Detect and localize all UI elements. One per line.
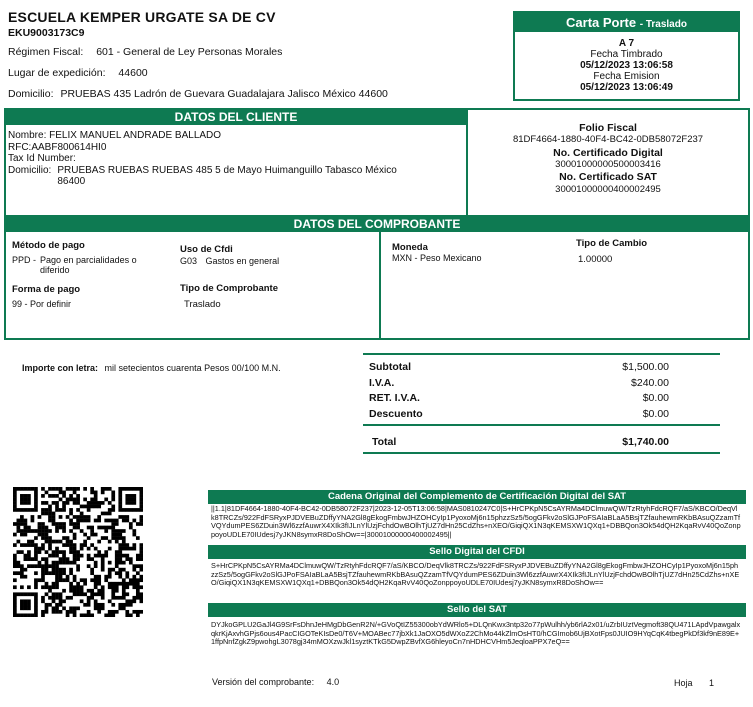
sello-cfdi-text: S+HrCPKpN5CsAYRMa4DClmuwQW/TzRtyhFdcRQF7/aS/KBCO/DeqVlk8TRCZs/922FdFSRyxPJDVEBuZDffyYNA2Gl8gEkogFmbwJHZOHCyIp1PyoxoMj6n15phzzSz5/5ogGFkv2oSlGJPoFSAIaBLaA5BsjTZfauhewmRKbBAsuQZzamTfVQYdumPES6ZDuin3Wl6zzfAuwrX4XIk3fIJLnYlUzjFchdOwBOlhTjUZ7dHn25CdZhs+nXEO/GiqiQX1N3qKEMSXW1QXq1+DBBQon3Ok54dQH2KqaRvV40QoZonppoyoUDLE70IUdesj7yJKN8symxR8DoShOw== [211, 562, 740, 588]
forma-label: Forma de pago [12, 284, 81, 295]
folio-fiscal: 81DF4664-1880-40F4-BC42-0DB58072F237 [512, 134, 704, 145]
sello-sat-text: DYJkoGPLU2GaJl4G9SrFsDhnJeHMgDbGenR2N/+GVoQtIZ55300obYdWRlo5+DLQnKwx3ntp32o77pWulhh/yb6rlA2x01/uZrbIUztVegmoft38QU471LApdVpawgalxqkrKjAxvhGPjs6ous4PacCIGOTeKIsDe0/T6V+MOABec77jbXk1JaOXO5dWXoZ2ChMo44kZlmOsHT0/hCGImob6UjBXotFps0JUIO9HYqCqK4tbegPkDf3kf9nE89E+1ffpNnfZgkZ9pwohgL3078gj34mMOXzwJkl1syztKTkG5DwpZBvfXG6hleyoCn7nHDHCVHm5JeqloaPPX7eQ== [211, 621, 741, 647]
version-label: Versión del comprobante: [212, 677, 315, 687]
cliente-rfc [8, 142, 397, 154]
total-row [372, 436, 669, 448]
cliente-domicilio-line2: 86400 [57, 176, 86, 187]
fecha-emision-label: Fecha Emision [593, 71, 660, 82]
cert-digital-label: No. Certificado Digital [553, 146, 663, 159]
issuer-domicilio [8, 88, 388, 100]
rfc-value: AABF800614HI0 [31, 141, 107, 153]
hoja-label: Hoja [674, 678, 693, 688]
totals-row [369, 360, 669, 376]
hoja-value: 1 [709, 678, 715, 688]
metodo-code: PPD - [12, 255, 37, 265]
totals-mid-rule [363, 424, 720, 426]
totals-row [369, 376, 669, 392]
cliente-section [4, 108, 750, 218]
iva-label: I.V.A. [369, 376, 395, 389]
issuer-name: ESCUELA KEMPER URGATE SA DE CV [8, 9, 276, 25]
uso-cfdi-value [180, 256, 279, 266]
subtotal-label: Subtotal [369, 361, 411, 373]
total-label: Total [372, 436, 397, 448]
page-number [674, 678, 714, 688]
lugar-label: Lugar de expedición: [8, 67, 106, 79]
nombre-label: Nombre: [8, 130, 47, 141]
cliente-domicilio [8, 165, 397, 188]
cliente-taxid: Tax Id Number: [8, 153, 76, 164]
descuento-value: $0.00 [642, 407, 669, 420]
tipo-cambio-value: 1.00000 [578, 254, 613, 265]
carta-porte-title: Carta Porte [566, 15, 637, 30]
comprobante-divider [379, 232, 381, 338]
totals-bottom-rule [363, 452, 720, 454]
folio-fiscal-label: Folio Fiscal [579, 122, 637, 134]
lugar-expedicion [8, 67, 148, 79]
importe-value: mil setecientos cuarenta Pesos 00/100 M.N. [104, 363, 281, 373]
tipo-comprobante-value: Traslado [184, 299, 221, 310]
totals-top-rule [363, 353, 720, 355]
nombre-value: FELIX MANUEL ANDRADE BALLADO [49, 130, 222, 141]
version-comprobante [212, 677, 339, 687]
cadena-header: Cadena Original del Complemento de Certificación Digital del SAT [208, 490, 746, 504]
fecha-timbrado-label: Fecha Timbrado [590, 49, 663, 60]
fiscal-info [468, 122, 748, 196]
issuer-rfc: EKU9003173C9 [8, 27, 85, 39]
moneda-value: MXN - Peso Mexicano [392, 253, 482, 263]
metodo-value [12, 255, 137, 275]
totals-row [369, 391, 669, 407]
cliente-domicilio-line1: PRUEBAS RUEBAS RUEBAS 485 5 de Mayo Huimanguillo Tabasco México [57, 164, 397, 176]
domicilio-label: Domicilio: [8, 88, 54, 100]
carta-porte-header [515, 13, 738, 32]
carta-porte-box [513, 11, 740, 101]
fecha-emision: 05/12/2023 13:06:49 [580, 82, 673, 93]
regimen-fiscal [8, 46, 282, 58]
carta-folio: A 7 [618, 38, 635, 49]
importe-letra [22, 363, 281, 373]
ret-iva-value: $0.00 [642, 392, 669, 404]
descuento-label: Descuento [369, 407, 423, 420]
cadena-text: ||1.1|81DF4664-1880-40F4-BC42-0DB58072F237|2023-12-05T13:06:58|MAS0810247C0|S+HrCPKpN5CsAYRMa4DClmuwQW/TzRtyhFdcRQF7/aS/KBCO/DeqVlk8TRCZs/922FdFSRyxPJDVEBuZDffyYNA2Gl8gEkogFmbwJHZOHCyIp1PyoxoMj6n15phzzSz5/5ogGFkv2oSlGJPoFSAIaBLaA5BsjTZfauhewmRKbBAsuQZzamTfVQYdumPES6ZDuin3Wl6zzfAuwrX4XIk3fIJLnYlUzjFchdOwBOlhTjUZ7dHn25CdZhs+nXEO/GiqiQX1N3qKEMSXW1QXq1+DBBQon3Ok54dQH2KqaRvV40QoZonppoyoUDLE70IUdesj7yJKN8symxR8DoShOw==|30001000000400002495|| [211, 505, 741, 539]
qr-code-icon [13, 487, 143, 617]
subtotal-value: $1,500.00 [622, 361, 669, 373]
totals-table [369, 360, 669, 422]
lugar-value: 44600 [118, 67, 148, 79]
cliente-header: DATOS DEL CLIENTE [6, 110, 466, 125]
carta-porte-subtitle: - Traslado [639, 19, 687, 30]
regimen-label: Régimen Fiscal: [8, 46, 84, 58]
domicilio-value: PRUEBAS 435 Ladrón de Guevara Guadalajara Jalisco México 44600 [60, 88, 388, 100]
uso-cfdi-label: Uso de Cfdi [180, 244, 233, 255]
rfc-label: RFC: [8, 141, 32, 153]
metodo-label: Método de pago [12, 240, 85, 251]
sello-sat-header: Sello del SAT [208, 603, 746, 617]
cliente-nombre [8, 130, 397, 142]
cert-sat-label: No. Certificado SAT [559, 171, 657, 183]
comprobante-section [4, 215, 750, 340]
total-value: $1,740.00 [622, 436, 669, 448]
version-value: 4.0 [326, 677, 340, 687]
sello-cfdi-header: Sello Digital del CFDI [208, 545, 746, 559]
cliente-domicilio-label: Domicilio: [8, 164, 52, 176]
uso-text: Gastos en general [205, 256, 280, 266]
iva-value: $240.00 [631, 376, 669, 389]
fecha-timbrado: 05/12/2023 13:06:58 [580, 60, 673, 71]
tipo-cambio-label: Tipo de Cambio [576, 238, 648, 249]
regimen-value: 601 - General de Ley Personas Morales [96, 46, 283, 58]
forma-value: 99 - Por definir [12, 299, 72, 309]
totals-row [369, 407, 669, 423]
moneda-label: Moneda [392, 242, 428, 253]
ret-iva-label: RET. I.V.A. [369, 392, 420, 404]
metodo-text-1: Pago en parcialidades o [40, 255, 137, 265]
cert-digital: 30001000000500003416 [555, 158, 661, 170]
uso-code: G03 [180, 256, 198, 266]
cert-sat: 30001000000400002495 [555, 184, 661, 195]
metodo-text-2: diferido [40, 265, 70, 275]
importe-label: Importe con letra: [22, 363, 99, 373]
comprobante-header: DATOS DEL COMPROBANTE [6, 217, 748, 232]
tipo-comprobante-label: Tipo de Comprobante [180, 283, 278, 294]
